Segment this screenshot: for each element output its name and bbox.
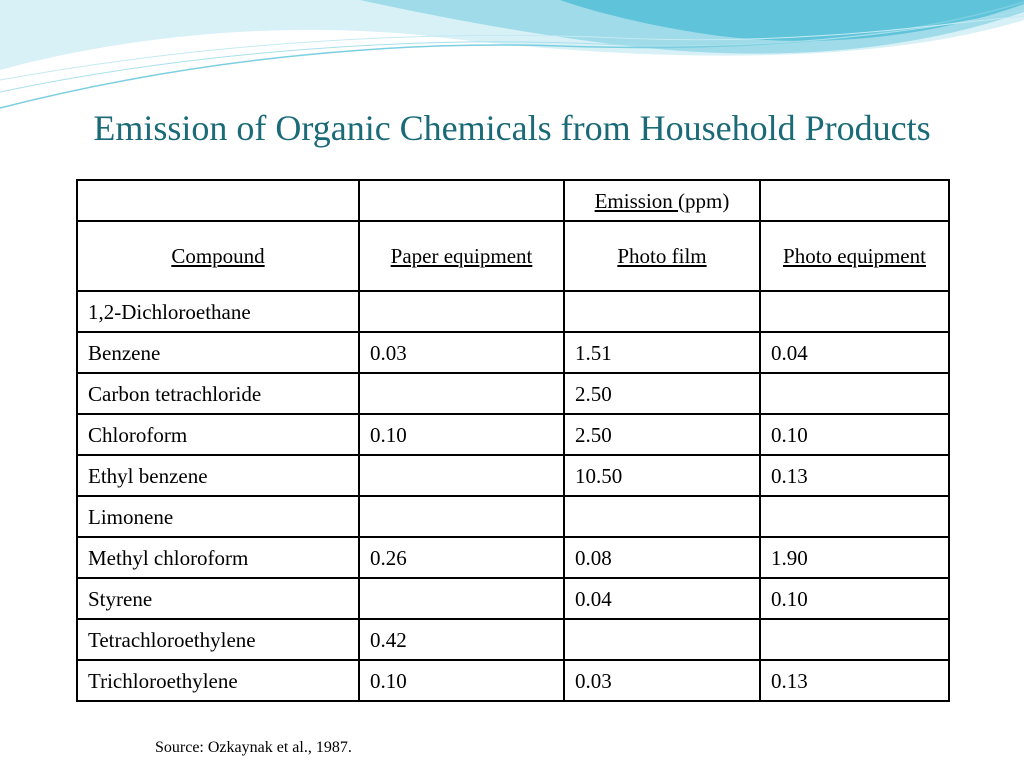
emission-value-cell: 0.10 — [760, 578, 949, 619]
emission-header-underlined: Emission — [594, 188, 679, 213]
emission-value-cell: 10.50 — [564, 455, 760, 496]
compound-name-cell: Methyl chloroform — [77, 537, 359, 578]
emission-value-cell: 0.10 — [359, 660, 564, 701]
emission-value-cell — [564, 291, 760, 332]
table-row — [77, 578, 949, 619]
compound-name-cell: Carbon tetrachloride — [77, 373, 359, 414]
source-citation: Source: Ozkaynak et al., 1987. — [155, 739, 352, 756]
emission-value-cell: 0.10 — [359, 414, 564, 455]
emission-header-unit: (ppm) — [678, 188, 730, 213]
table-cell — [359, 180, 564, 221]
emission-value-cell — [359, 291, 564, 332]
table-row — [77, 619, 949, 660]
emission-value-cell: 0.04 — [564, 578, 760, 619]
column-header-photo-film: Photo film — [564, 221, 760, 291]
table-header-row — [77, 221, 949, 291]
emission-value-cell: 0.10 — [760, 414, 949, 455]
slide-title: Emission of Organic Chemicals from Household Products — [93, 108, 931, 148]
emission-value-cell — [760, 496, 949, 537]
compound-name-cell: Benzene — [77, 332, 359, 373]
table-row — [77, 537, 949, 578]
emission-table — [76, 179, 950, 702]
emission-value-cell: 1.51 — [564, 332, 760, 373]
column-header-compound: Compound — [77, 221, 359, 291]
emission-value-cell: 2.50 — [564, 414, 760, 455]
emission-value-cell: 0.13 — [760, 455, 949, 496]
emission-value-cell: 0.26 — [359, 537, 564, 578]
emission-value-cell — [760, 619, 949, 660]
table-row — [77, 373, 949, 414]
table-row — [77, 414, 949, 455]
emission-value-cell — [760, 373, 949, 414]
emission-value-cell: 0.03 — [359, 332, 564, 373]
compound-name-cell: Trichloroethylene — [77, 660, 359, 701]
table-row — [77, 455, 949, 496]
emission-value-cell: 1.90 — [760, 537, 949, 578]
emission-value-cell — [359, 455, 564, 496]
emission-value-cell: 2.50 — [564, 373, 760, 414]
compound-name-cell: Chloroform — [77, 414, 359, 455]
compound-name-cell: Styrene — [77, 578, 359, 619]
table-row — [77, 291, 949, 332]
emission-group-header — [564, 180, 760, 221]
compound-name-cell: 1,2-Dichloroethane — [77, 291, 359, 332]
table-group-header-row — [77, 180, 949, 221]
table-row — [77, 332, 949, 373]
emission-value-cell — [760, 291, 949, 332]
table-cell — [760, 180, 949, 221]
emission-value-cell: 0.13 — [760, 660, 949, 701]
column-header-paper-equipment: Paper equipment — [359, 221, 564, 291]
column-header-photo-equipment: Photo equipment — [760, 221, 949, 291]
header-wave-decoration — [0, 0, 1024, 120]
emission-value-cell: 0.03 — [564, 660, 760, 701]
table-cell — [77, 180, 359, 221]
table-body — [77, 180, 949, 701]
compound-name-cell: Limonene — [77, 496, 359, 537]
emission-value-cell — [564, 619, 760, 660]
compound-name-cell: Ethyl benzene — [77, 455, 359, 496]
emission-value-cell: 0.04 — [760, 332, 949, 373]
emission-value-cell: 0.08 — [564, 537, 760, 578]
emission-value-cell — [359, 373, 564, 414]
table-row — [77, 496, 949, 537]
emission-value-cell: 0.42 — [359, 619, 564, 660]
emission-value-cell — [359, 496, 564, 537]
table-row — [77, 660, 949, 701]
emission-value-cell — [359, 578, 564, 619]
compound-name-cell: Tetrachloroethylene — [77, 619, 359, 660]
emission-value-cell — [564, 496, 760, 537]
